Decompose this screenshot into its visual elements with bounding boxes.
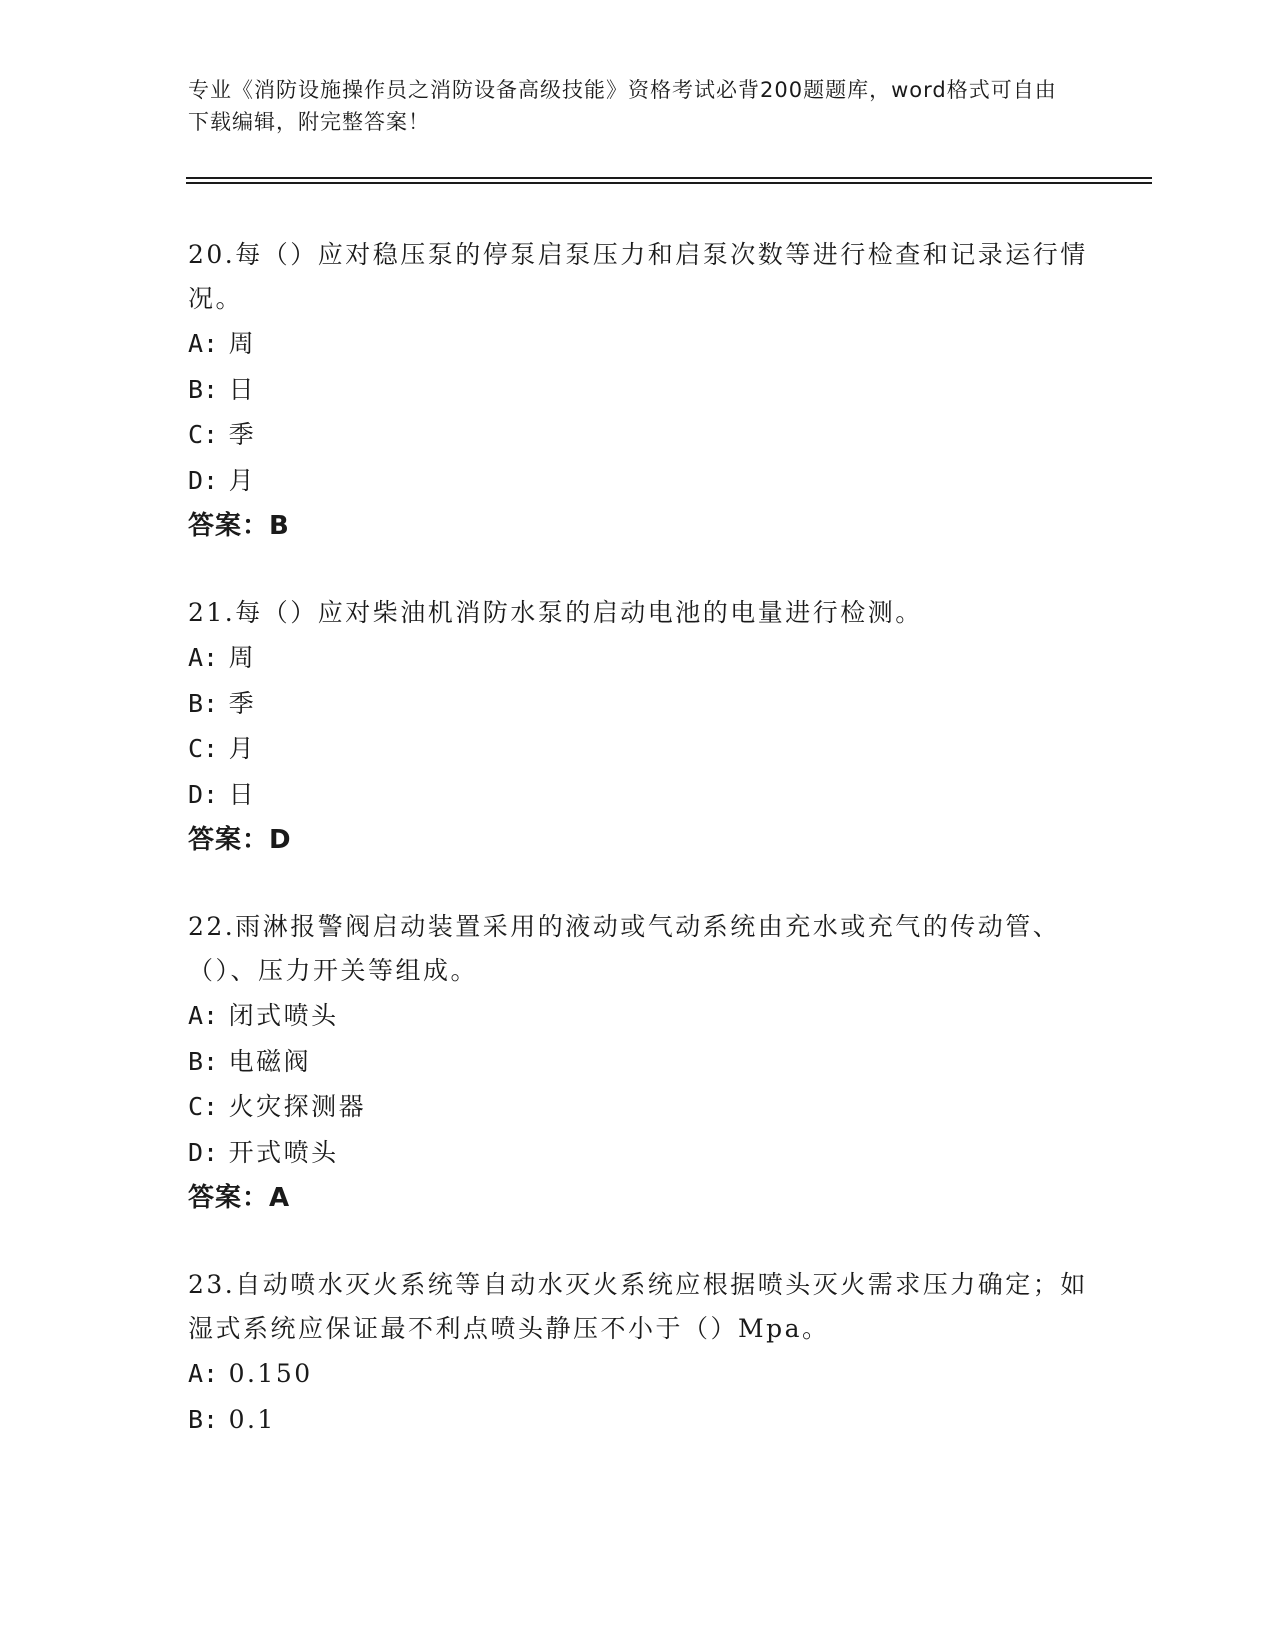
option-text: 电磁阀 — [228, 1046, 312, 1076]
answer-label: 答案：B — [188, 511, 290, 541]
option-text: 月 — [228, 465, 257, 495]
answer-label: 答案：A — [188, 1183, 291, 1213]
option-text: 0.1 — [228, 1404, 276, 1434]
header-divider-top — [186, 177, 1152, 179]
option-letter: D: — [188, 1137, 219, 1167]
option-letter: B: — [188, 1046, 219, 1076]
option-letter: A: — [188, 1359, 219, 1388]
option-c — [188, 412, 1088, 458]
option-letter: B: — [188, 1404, 219, 1434]
document-header — [188, 74, 1068, 138]
option-text: 季 — [228, 420, 257, 449]
option-letter: B: — [188, 374, 219, 404]
option-d — [188, 1130, 1088, 1176]
question-20 — [188, 233, 1088, 549]
option-b — [188, 1039, 1088, 1085]
option-a — [188, 1351, 1088, 1397]
option-letter: C: — [188, 420, 219, 449]
option-c — [188, 726, 1088, 772]
option-a — [188, 635, 1088, 681]
option-letter: B: — [188, 688, 219, 718]
option-letter: A: — [188, 329, 219, 358]
question-21 — [188, 591, 1088, 863]
question-stem: 23.自动喷水灭火系统等自动水灭火系统应根据喷头灭火需求压力确定；如湿式系统应保证最不利点喷头静压不小于（）Mpa。 — [188, 1270, 1088, 1343]
header-intro-text: 专业《消防设施操作员之消防设备高级技能》资格考试必背200题题库，word格式可自由下载编辑，附完整答案！ — [188, 78, 1057, 134]
option-text: 月 — [228, 734, 257, 763]
option-letter: A: — [188, 643, 219, 672]
question-stem: 22.雨淋报警阀启动装置采用的液动或气动系统由充水或充气的传动管、（）、压力开关等组成。 — [188, 912, 1061, 985]
option-text: 日 — [228, 779, 257, 809]
option-text: 开式喷头 — [228, 1137, 339, 1167]
question-list — [188, 233, 1088, 1484]
answer-label: 答案：D — [188, 825, 292, 855]
option-text: 火灾探测器 — [228, 1092, 367, 1121]
option-b — [188, 367, 1088, 413]
option-a — [188, 321, 1088, 367]
option-b — [188, 681, 1088, 727]
question-stem: 20.每（）应对稳压泵的停泵启泵压力和启泵次数等进行检查和记录运行情况。 — [188, 240, 1088, 313]
option-letter: D: — [188, 779, 219, 809]
option-b — [188, 1397, 1088, 1443]
option-letter: C: — [188, 1092, 219, 1121]
header-divider-bottom — [186, 182, 1152, 184]
option-letter: D: — [188, 465, 219, 495]
option-a — [188, 993, 1088, 1039]
question-stem: 21.每（）应对柴油机消防水泵的启动电池的电量进行检测。 — [188, 598, 923, 627]
option-text: 闭式喷头 — [228, 1001, 339, 1030]
question-22 — [188, 905, 1088, 1221]
option-text: 0.150 — [228, 1359, 313, 1388]
option-d — [188, 772, 1088, 818]
option-text: 周 — [228, 643, 257, 672]
question-23 — [188, 1263, 1088, 1442]
option-text: 周 — [228, 329, 257, 358]
option-text: 季 — [228, 688, 257, 718]
option-letter: C: — [188, 734, 219, 763]
option-text: 日 — [228, 374, 257, 404]
option-letter: A: — [188, 1001, 219, 1030]
option-c — [188, 1084, 1088, 1130]
option-d — [188, 458, 1088, 504]
